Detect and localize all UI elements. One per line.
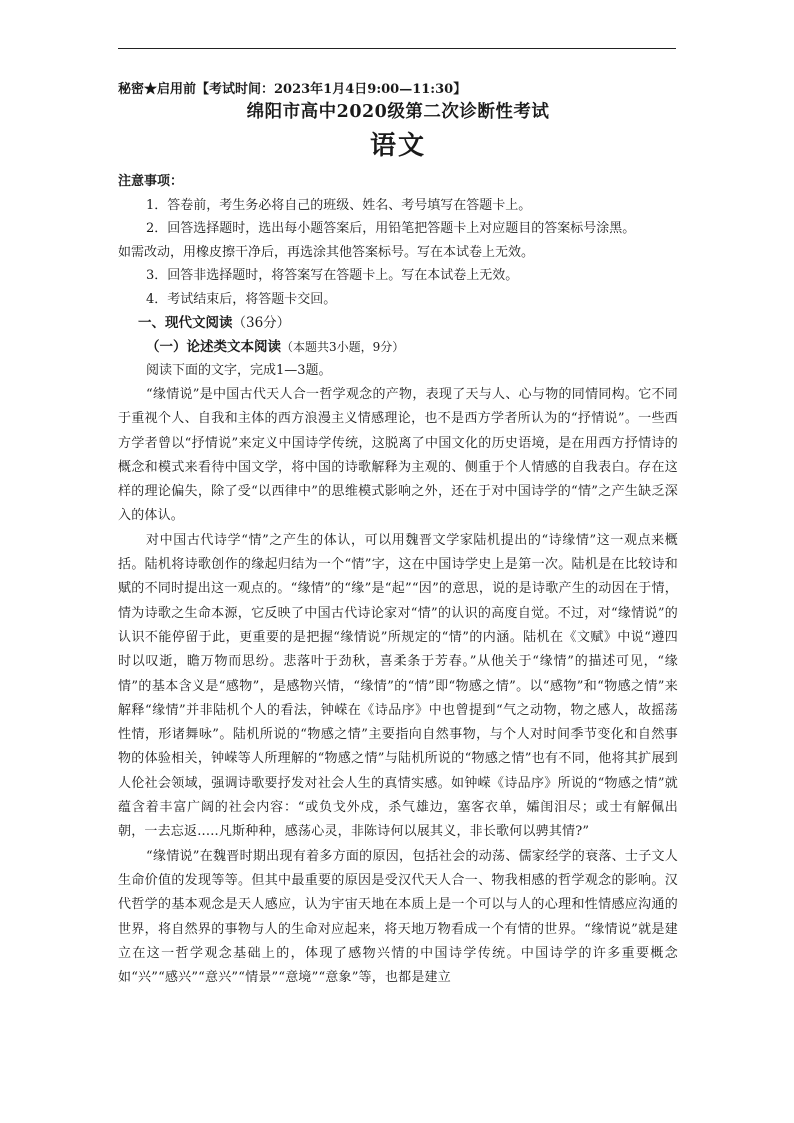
subsection-title: （一）论述类文本阅读 [146, 339, 281, 355]
header-rule [118, 48, 676, 49]
passage-paragraph: “缘情说”在魏晋时期出现有着多方面的原因，包括社会的动荡、儒家经学的衰落、士子文人生命价值的发现等等。但其中最重要的原因是受汉代天人合一、物我相感的哲学观念的影响。汉代哲学的基本观念是天人感应，认为宇宙天地在本质上是一个可以与人的心理和性情感应沟通的世界，将自然界的事物与人的生命对应起来，将天地万物看成一个有情的世界。“缘情说”就是建立在这一哲学观念基础上的，体现了感物兴情的中国诗学传统。中国诗学的许多重要概念如“兴”“感兴”“意兴”“情景”“意境”“意象”等，也都是建立 [118, 848, 678, 986]
instruction-item: 1．答卷前，考生务必将自己的班级、姓名、考号填写在答题卡上。 [146, 197, 532, 213]
exam-page [118, 80, 678, 990]
section-points: （36分） [232, 315, 291, 331]
instructions-heading: 注意事项： [118, 174, 184, 189]
subsection-note: （本题共3小题，9分） [281, 340, 405, 354]
passage-paragraph: 对中国古代诗学“情”之产生的体认，可以用魏晋文学家陆机提出的“诗缘情”这一观点来概括。陆机将诗歌创作的缘起归结为一个“情”字，这在中国诗学史上是第一次。陆机是在比较诗和赋的不同时提出这一观点的。“缘情”的“缘”是“起”“因”的意思，说的是诗歌产生的动因在于情，情为诗歌之生命本源，它反映了中国古代诗论家对“情”的认识的高度自觉。不过，对“缘情说”的认识不能停留于此，更重要的是把握“缘情说”所规定的“情”的内涵。陆机在《文赋》中说“遵四时以叹逝，瞻万物而思纷。悲落叶于劲秋，喜柔条于芳春。”从他关于“缘情”的描述可见，“缘情”的基本含义是“感物”，是感物兴情，“缘情”的“情”即“物感之情”。以“感物”和“物感之情”来解释“缘情”并非陆机个人的看法，钟嵘在《诗品序》中也曾提到“气之动物，物之感人，故摇荡性情，形诸舞咏”。陆机所说的“物感之情”主要指向自然事物，与个人对时间季节变化和自然事物的体验相关，钟嵘等人所理解的“物感之情”与陆机所说的“物感之情”也有不同，他将其扩展到人伦社会领域，强调诗歌要抒发对社会人生的真情实感。如钟嵘《诗品序》所说的“物感之情”就蕴含着丰富广阔的社会内容：“或负戈外戍，杀气雄边，塞客衣单，孀闺泪尽；或士有解佩出朝，一去忘返.....凡斯种种，感荡心灵，非陈诗何以展其义，非长歌何以骋其情?” [118, 532, 678, 840]
instruction-item: 4．考试结束后，将答题卡交回。 [146, 291, 337, 307]
reading-instruction: 阅读下面的文字，完成1—3题。 [146, 363, 332, 378]
section-heading [138, 311, 678, 335]
instruction-item-continued: 如需改动，用橡皮擦干净后，再选涂其他答案标号。写在本试卷上无效。 [118, 244, 535, 260]
subsection-heading [146, 335, 678, 359]
subject-title: 语文 [369, 131, 426, 161]
exam-title: 绵阳市高中2020级第二次诊断性考试 [246, 102, 550, 122]
exam-instructions [118, 170, 678, 311]
instruction-item: 3．回答非选择题时，将答案写在答题卡上。写在本试卷上无效。 [146, 268, 519, 283]
instruction-item: 2．回答选择题时，选出每小题答案后，用铅笔把答题卡上对应题目的答案标号涂黑。 [146, 221, 636, 236]
confidential-notice: 秘密★启用前【考试时间：2023年1月4日9:00—11:30】 [118, 82, 467, 97]
passage-paragraph: “缘情说”是中国古代天人合一哲学观念的产物，表现了天与人、心与物的同情同构。它不同于重视个人、自我和主体的西方浪漫主义情感理论，也不是西方学者所认为的“抒情说”。一些西方学者曾以“抒情说”来定义中国诗学传统，这脱离了中国文化的历史语境，是在用西方抒情诗的概念和模式来看待中国文学，将中国的诗歌解释为主观的、侧重于个人情感的自我表白。存在这样的理论偏失，除了受“以西律中”的思维模式影响之外，还在于对中国诗学的“情”之产生缺乏深入的体认。 [118, 387, 678, 524]
reading-passage [118, 383, 678, 990]
section-title: 一、现代文阅读 [138, 315, 233, 331]
